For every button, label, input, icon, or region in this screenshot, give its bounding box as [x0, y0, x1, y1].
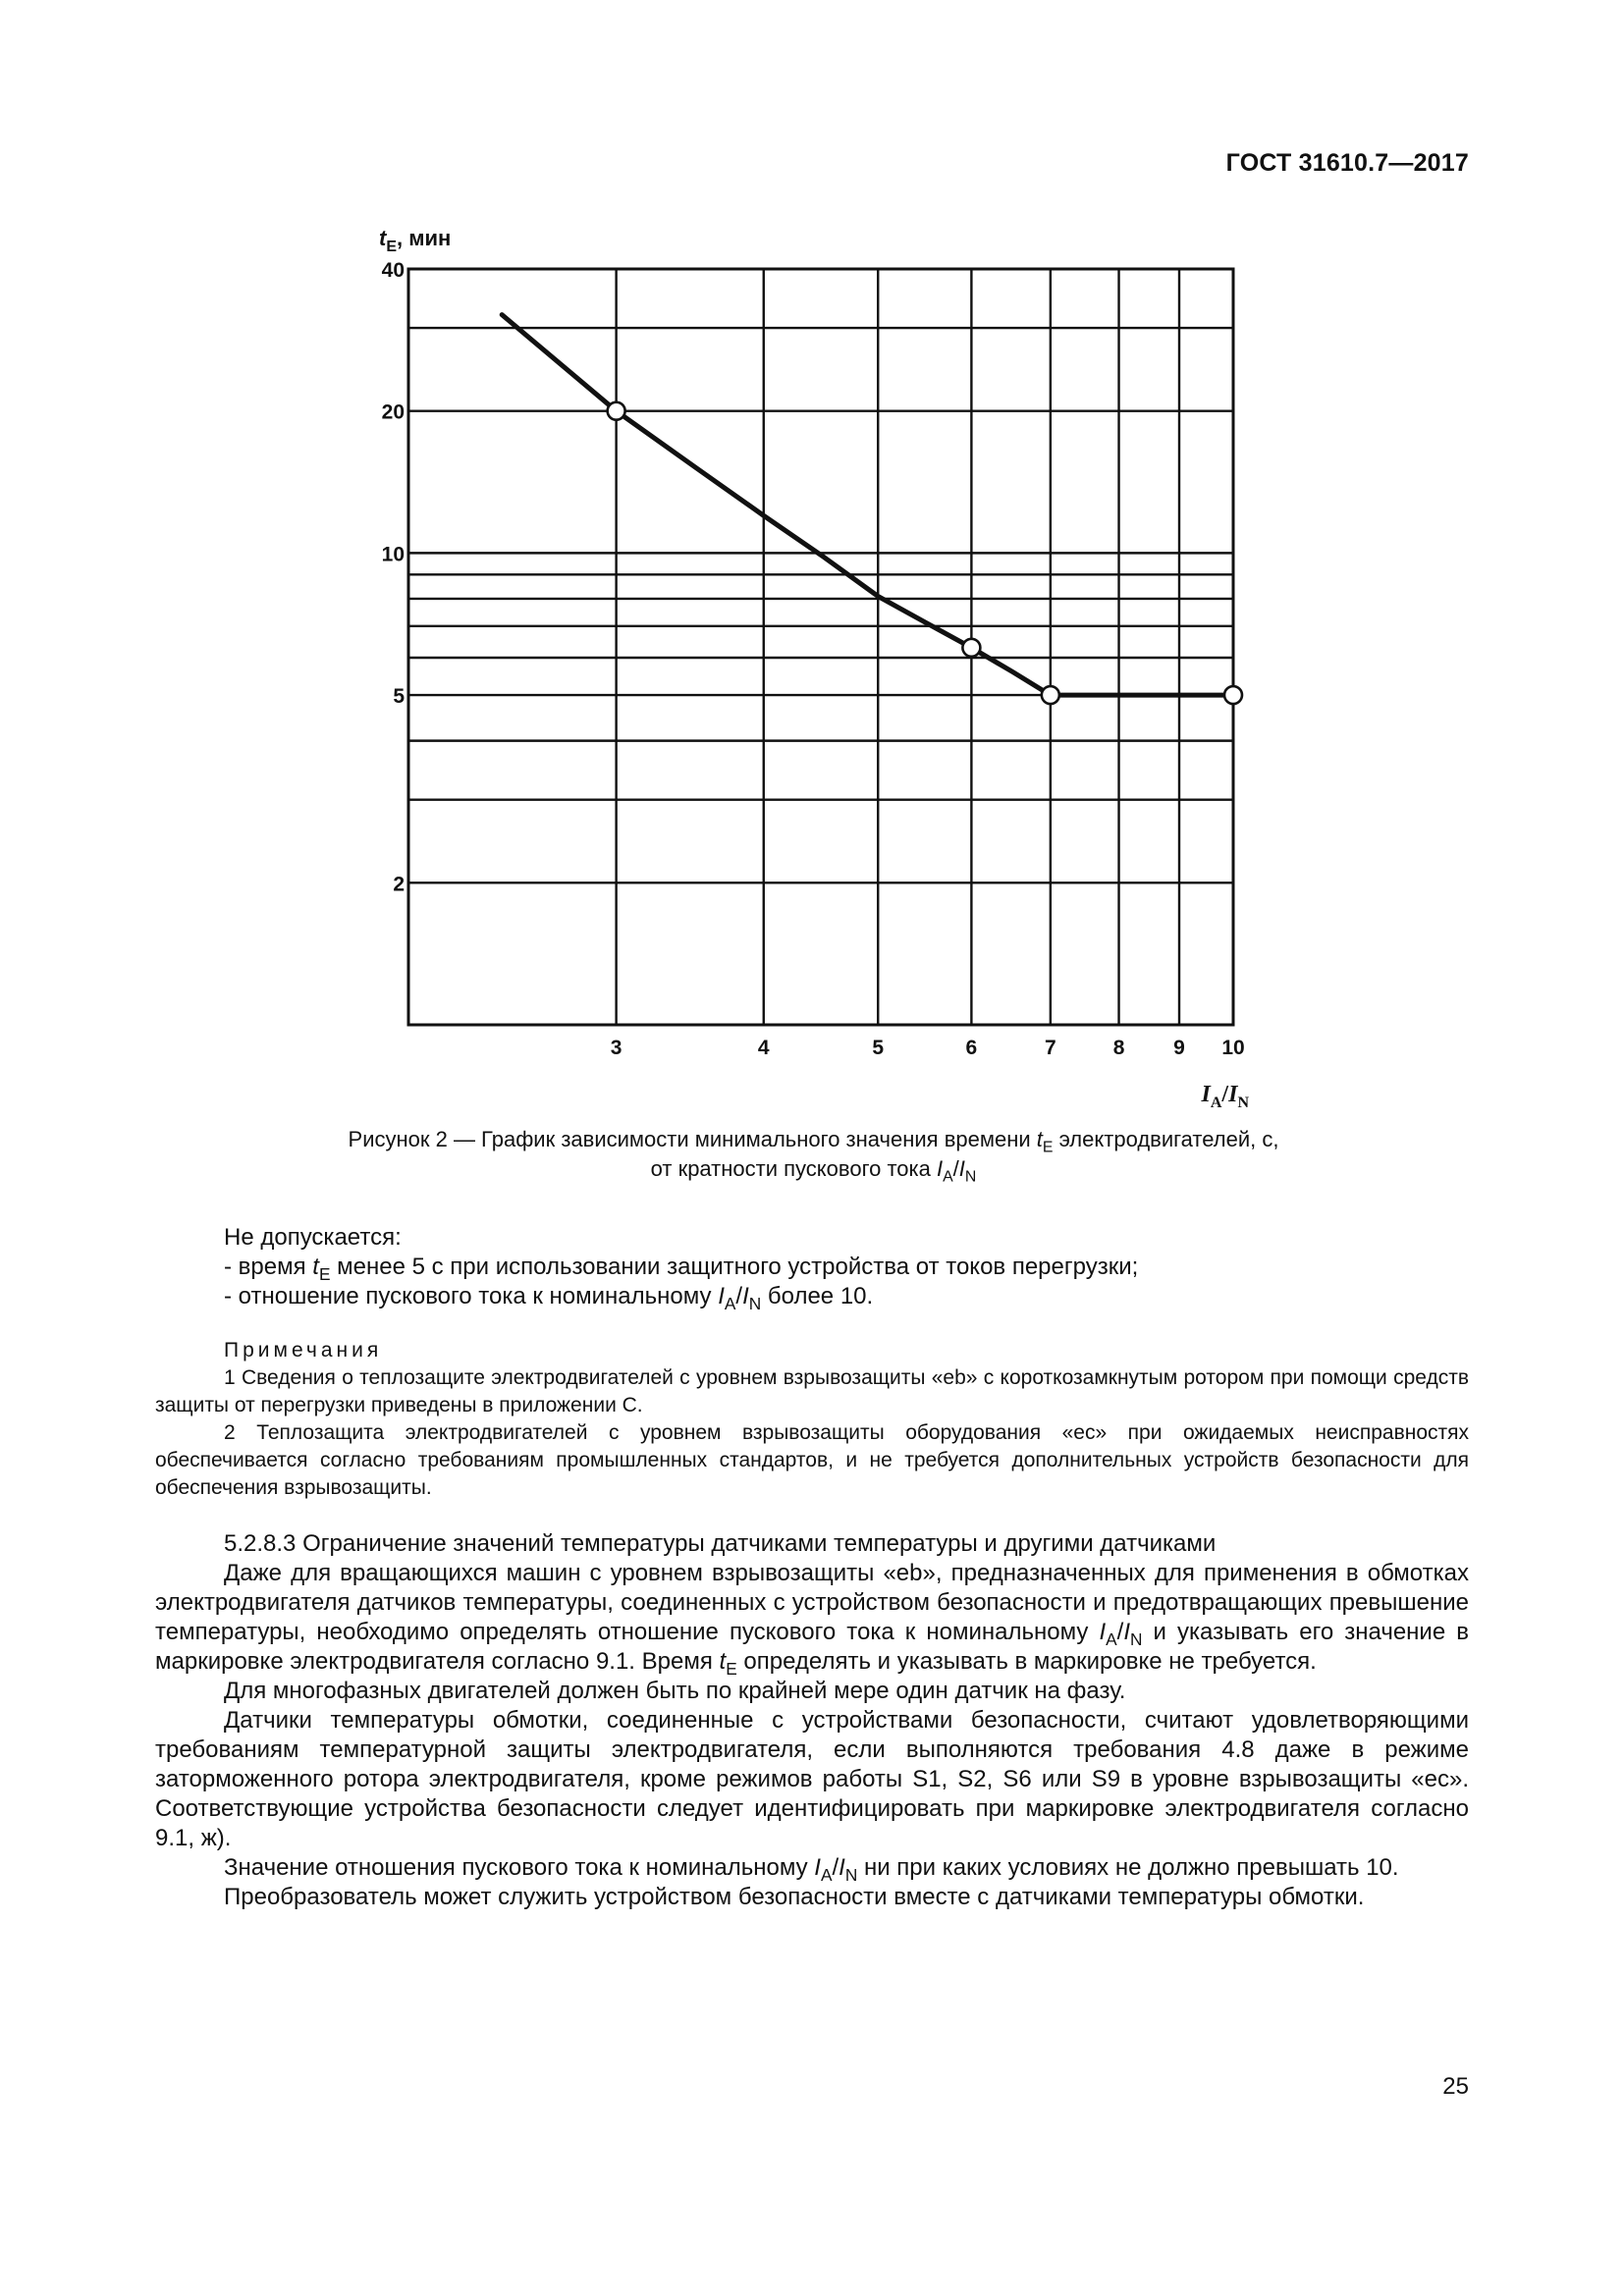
restriction-item-2: - отношение пускового тока к номинальному $I_A/I_N$ более 10.	[224, 1283, 874, 1314]
y-tick-label: 40	[381, 259, 405, 282]
data-point-marker	[1224, 686, 1242, 704]
section-paragraph-3: Датчики температуры обмотки, соединенные с устройствами безопасности, считают удовлетворяющими требованиям температурной защиты электродвигателя, если выполняются требования 4.8 даже в режиме заторможенного ротора электродвигателя, кроме режимов работы S1, S2, S6 или S9 в уровне взрывозащиты «ec». Соответствующие устройства безопасности следует идентифицировать при маркировке электродвигателя согласно 9.1, ж).	[155, 1707, 1469, 1851]
section-paragraph-4: Значение отношения пускового тока к номинальному $I_A/I_N$ ни при каких условиях не должно превышать 10.	[224, 1854, 1399, 1886]
x-tick-label: 3	[610, 1037, 623, 1059]
x-tick-label: 10	[1221, 1037, 1245, 1059]
section-paragraph-1: Даже для вращающихся машин с уровнем взрывозащиты «eb», предназначенных для применения в обмотках электродвигателя датчиков температуры, соединенных с устройством безопасности и предотвращающих превышение температуры, необходимо определять отношение пускового тока к номинальному $I_A/I_N$ и указывать его значение в маркировке электродвигателя согласно 9.1. Время $t_E$ определять и указывать в маркировке не требуется.	[155, 1560, 1470, 1680]
section-5-2-8-3	[155, 1529, 1469, 1912]
page-number: 25	[1442, 2073, 1469, 2100]
x-tick-label: 6	[965, 1037, 978, 1059]
notes-block	[155, 1337, 1469, 1502]
plot-frame	[408, 269, 1233, 1025]
restrictions-title: Не допускается:	[224, 1224, 402, 1251]
y-tick-label: 20	[381, 400, 405, 424]
figure-caption	[157, 1125, 1470, 1184]
x-tick-label: 4	[757, 1037, 770, 1059]
figure-chart	[353, 216, 1276, 1119]
x-tick-label: 9	[1173, 1037, 1185, 1059]
series-curve	[502, 315, 1233, 695]
y-tick-label: 2	[393, 873, 405, 896]
note-2: 2 Теплозащита электродвигателей с уровнем взрывозащиты оборудования «ec» при ожидаемых неисправностях обеспечивается согласно требованиям промышленных стандартов, и не требуется дополнительных устройств безопасности для обеспечения взрывозащиты.	[155, 1421, 1469, 1499]
caption-line-2: от кратности пускового тока $I_A/I_N$	[650, 1156, 977, 1186]
y-tick-label: 5	[393, 685, 405, 709]
data-point-marker	[608, 402, 625, 420]
y-tick-label: 10	[381, 543, 405, 566]
x-tick-label: 7	[1045, 1037, 1056, 1059]
section-title: 5.2.8.3 Ограничение значений температуры датчиками температуры и другими датчиками	[224, 1530, 1217, 1557]
caption-line-1: Рисунок 2 — График зависимости минимального значения времени $t_E$ электродвигателей, с,	[348, 1127, 1279, 1156]
y-axis-label: $t_E$, мин	[379, 226, 452, 255]
section-paragraph-2: Для многофазных двигателей должен быть по крайней мере один датчик на фазу.	[224, 1678, 1126, 1704]
section-paragraph-5: Преобразователь может служить устройством безопасности вместе с датчиками температуры обмотки.	[224, 1884, 1365, 1910]
x-tick-label: 8	[1112, 1037, 1125, 1059]
restrictions-block	[155, 1223, 1469, 1314]
x-tick-label: 5	[872, 1037, 885, 1059]
restriction-item-1: - время $t_E$ менее 5 с при использовании защитного устройства от токов перегрузки;	[224, 1254, 1139, 1285]
notes-heading: Примечания	[224, 1339, 383, 1362]
note-1: 1 Сведения о теплозащите электродвигателей с уровнем взрывозащиты «eb» с короткозамкнутым ротором при помощи средств защиты от перегрузки приведены в приложении С.	[155, 1366, 1469, 1416]
data-point-marker	[1042, 686, 1059, 704]
document-code: ГОСТ 31610.7—2017	[1225, 149, 1469, 177]
data-point-marker	[962, 639, 980, 657]
x-axis-label: $I_A/I_N$	[1201, 1082, 1249, 1111]
